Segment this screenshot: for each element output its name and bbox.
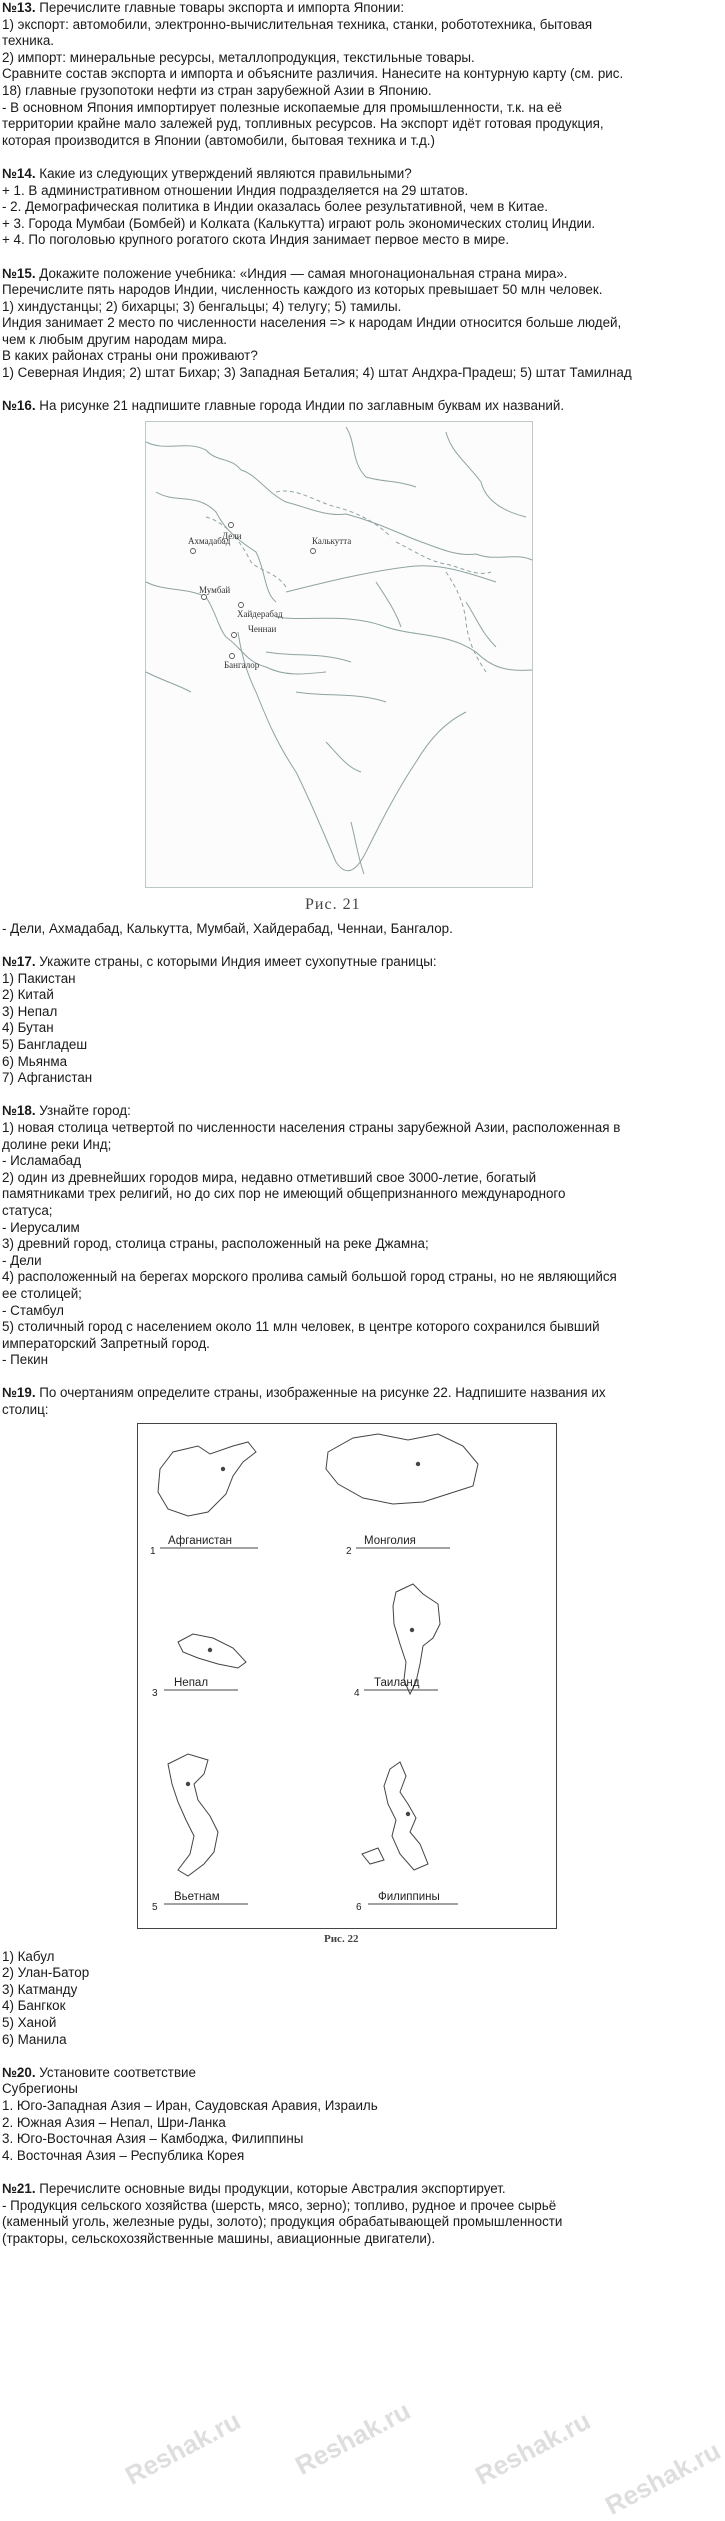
watermark-logo: Reshak.ru	[290, 2395, 416, 2481]
q13-line: 2) импорт: минеральные ресурсы, металлопродукция, текстильные товары.	[2, 49, 475, 65]
q18-line: - Стамбул	[2, 1302, 64, 1318]
q18-line: статуса;	[2, 1202, 53, 1218]
q17-title: №17. Укажите страны, с которыми Индия имеет сухопутные границы:	[2, 954, 437, 970]
q18-line: императорский Запретный город.	[2, 1335, 210, 1351]
q20-line: 1. Юго-Западная Азия – Иран, Саудовская Аравия, Израиль	[2, 2098, 378, 2113]
q17-item: 4) Бутан	[2, 1020, 54, 1036]
q17-item: 7) Афганистан	[2, 1070, 93, 1086]
country-label: Филиппины	[378, 1890, 440, 1903]
vietnam-outline	[168, 1754, 218, 1876]
q18-line: - Дели	[2, 1252, 42, 1268]
map-label-delhi: Дели	[222, 530, 242, 541]
q21-line: (тракторы, сельскохозяйственные машины, авиационные двигатели).	[2, 2230, 436, 2246]
q19-item: 4) Бангкок	[2, 1998, 66, 2014]
q17-item: 3) Непал	[2, 1003, 58, 1019]
q13-line: 1) экспорт: автомобили, электронно-вычислительная техника, станки, робототехника, бытовая	[2, 16, 593, 32]
q18-line: - Пекин	[2, 1352, 48, 1368]
q20-line: 4. Восточная Азия – Республика Корея	[2, 2147, 245, 2163]
figure-22	[2, 1419, 692, 1949]
map-label-hyderabad: Хайдерабад	[237, 608, 283, 619]
figure-21	[2, 421, 692, 921]
q14-title: №14. Какие из следующих утверждений являются правильными?	[2, 165, 412, 181]
country-label: Монголия	[364, 1534, 416, 1547]
q17-item: 5) Бангладеш	[2, 1037, 88, 1052]
q15-title: №15. Докажите положение учебника: «Индия — самая многонациональная страна мира».	[2, 265, 568, 281]
afghanistan-outline	[158, 1442, 256, 1516]
q18-line: долине реки Инд;	[2, 1136, 112, 1152]
watermark-logo: Reshak.ru	[120, 2405, 246, 2491]
q14-line: - 2. Демографическая политика в Индии оказалась более результативной, чем в Китае.	[2, 199, 548, 215]
q16-title: №16. На рисунке 21 надпишите главные города Индии по заглавным буквам их названий.	[2, 398, 565, 414]
philippines-outline	[384, 1762, 428, 1870]
q18-title: №18. Узнайте город:	[2, 1103, 131, 1119]
country-label: Таиланд	[374, 1676, 420, 1689]
q20-line: 3. Юго-Восточная Азия – Камбоджа, Филиппины	[2, 2131, 304, 2147]
q18-line: - Исламабад	[2, 1153, 82, 1169]
figure-21-caption: Рис. 21	[305, 895, 361, 913]
q15-line: В каких районах страны они проживают?	[2, 348, 258, 364]
q13-line: 18) главные грузопотоки нефти из стран зарубежной Азии в Японию.	[2, 82, 432, 98]
q13-line: - В основном Япония импортирует полезные ископаемые для промышленности, т.к. на её	[2, 99, 562, 115]
q19-item: 5) Ханой	[2, 2015, 57, 2031]
country-label: Афганистан	[168, 1534, 233, 1547]
country-number: 1	[150, 1545, 156, 1557]
q13-line: территории крайне мало залежей руд, топливных ресурсов. На экспорт идёт готовая продукция,	[2, 116, 604, 132]
q18-line: ее столицей;	[2, 1285, 82, 1301]
nepal-outline	[178, 1634, 246, 1668]
q15-line: чем к любым другим народам мира.	[2, 331, 228, 347]
q19-title: №19. По очертаниям определите страны, изображенные на рисунке 22. Надпишите названия их	[2, 1385, 606, 1401]
q18-line: 3) древний город, столица страны, расположенный на реке Джамна;	[2, 1236, 429, 1252]
map-label-bangalore: Бангалор	[224, 659, 260, 670]
country-number: 3	[152, 1687, 158, 1699]
country-outlines	[137, 1423, 557, 1929]
q13-line: техника.	[2, 33, 55, 49]
q18-line: - Иерусалим	[2, 1219, 80, 1235]
q14-line: + 1. В административном отношении Индия подразделяется на 29 штатов.	[2, 182, 469, 198]
map-label-mumbai: Мумбай	[199, 584, 231, 595]
q19-item: 6) Манила	[2, 2031, 67, 2047]
q15-line: Перечислите пять народов Индии, численность каждого из которых превышает 50 млн человек.	[2, 282, 603, 298]
q18-line: 1) новая столица четвертой по численности населения страны зарубежной Азии, расположенная в	[2, 1119, 621, 1135]
q15-line: Индия занимает 2 место по численности населения => к народам Индии относится больше людей,	[2, 315, 622, 331]
q17-item: 2) Китай	[2, 987, 54, 1003]
q19-title-cont: столиц:	[2, 1402, 49, 1418]
watermark-logo: Reshak.ru	[600, 2435, 725, 2521]
q21-line: (каменный уголь, железные руды, золото); продукция обрабатывающей промышленности	[2, 2214, 563, 2230]
q15-line: 1) хиндустанцы; 2) бихарцы; 3) бенгальцы; 4) телугу; 5) тамилы.	[2, 298, 402, 314]
q18-line: памятниками трех религий, но до сих пор не имеющий общепризнанного международного	[2, 1186, 566, 1202]
map-label-ahmedabad: Ахмадабад	[188, 535, 231, 546]
q15-line: 1) Северная Индия; 2) штат Бихар; 3) Западная Беталия; 4) штат Андхра-Прадеш; 5) штат Тамилнад	[2, 365, 632, 381]
country-number: 2	[346, 1545, 352, 1557]
country-number: 4	[354, 1687, 360, 1699]
q20-title: №20. Установите соответствие	[2, 2064, 196, 2080]
q19-item: 3) Катманду	[2, 1981, 78, 1997]
q17-item: 6) Мьянма	[2, 1053, 68, 1069]
india-map-svg	[146, 422, 532, 887]
india-map	[145, 421, 533, 888]
q17-item: 1) Пакистан	[2, 970, 76, 986]
country-label: Непал	[174, 1676, 209, 1689]
watermark-logo: Reshak.ru	[470, 2405, 596, 2491]
q19-item: 1) Кабул	[2, 1948, 55, 1964]
q20-line: 2. Южная Азия – Непал, Шри-Ланка	[2, 2114, 226, 2130]
mongolia-outline	[326, 1434, 478, 1504]
q18-line: 5) столичный город с населением около 11 млн человек, в центре которого сохранился бывший	[2, 1319, 600, 1335]
q18-line: 2) один из древнейших городов мира, недавно отметивший свое 3000-летие, богатый	[2, 1169, 537, 1185]
map-label-chennai: Ченнаи	[248, 623, 277, 634]
q21-title: №21. Перечислите основные виды продукции, которые Австралия экспортирует.	[2, 2180, 506, 2196]
philippines-island	[362, 1848, 384, 1864]
q20-line: Субрегионы	[2, 2081, 78, 2097]
q14-line: + 4. По поголовью крупного рогатого скота Индия занимает первое место в мире.	[2, 232, 510, 248]
map-label-kolkata: Калькутта	[312, 535, 352, 546]
q13-line: которая производится в Японии (автомобили, бытовая техника и т.д.)	[2, 132, 435, 148]
country-label: Вьетнам	[174, 1890, 220, 1903]
q16-answer: - Дели, Ахмадабад, Калькутта, Мумбай, Хайдерабад, Ченнаи, Бангалор.	[2, 920, 453, 936]
country-number: 5	[152, 1901, 158, 1913]
document-body	[2, 0, 692, 2247]
q21-line: - Продукция сельского хозяйства (шерсть, мясо, зерно); топливо, рудное и прочее сырьё	[2, 2197, 557, 2213]
figure-22-caption: Рис. 22	[324, 1932, 359, 1945]
q13-line: Сравните состав экспорта и импорта и объясните различия. Нанесите на контурную карту (см. рис.	[2, 66, 624, 82]
q19-item: 2) Улан-Батор	[2, 1965, 90, 1981]
country-number: 6	[356, 1901, 362, 1913]
country-outlines-svg	[138, 1424, 556, 1928]
q18-line: 4) расположенный на берегах морского пролива самый большой город страны, но не являющийся	[2, 1269, 617, 1285]
q14-line: + 3. Города Мумбаи (Бомбей) и Колката (Калькутта) играют роль экономических столиц Индии.	[2, 215, 596, 231]
q13-title: №13. Перечислите главные товары экспорта и импорта Японии:	[2, 0, 405, 15]
